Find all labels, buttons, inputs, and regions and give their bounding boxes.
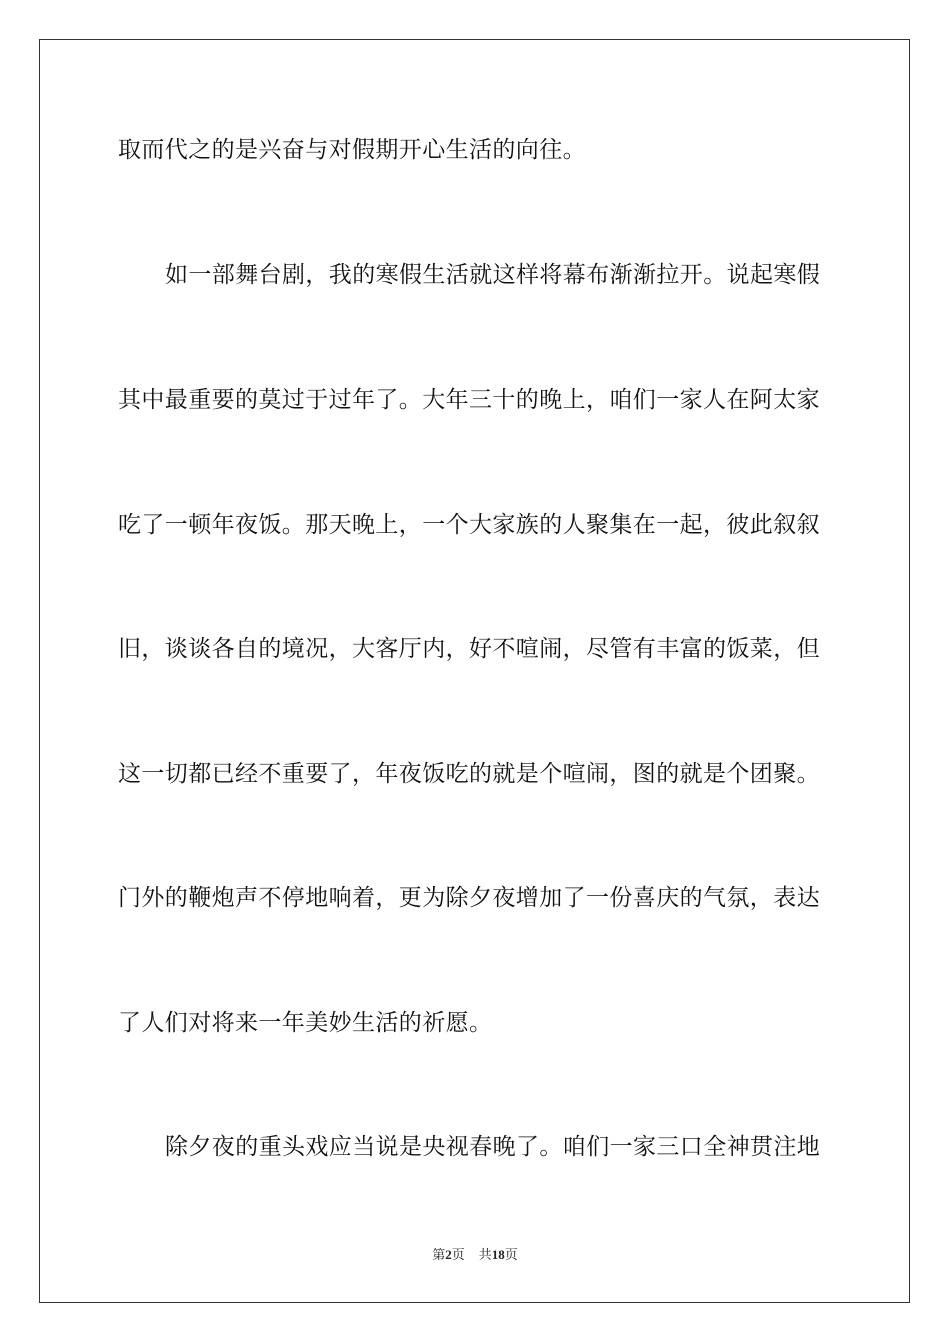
paragraph-start-line: 如一部舞台剧，我的寒假生活就这样将幕布渐渐拉开。说起寒假 [165,262,821,288]
total-pages: 18 [491,1247,505,1262]
text-line: 了人们对将来一年美妙生活的祈愿。 [118,1010,493,1036]
page-border [39,39,910,1303]
total-suffix: 页 [504,1248,518,1263]
text-line: 这一切都已经不重要了，年夜饭吃的就是个喧闹，图的就是个团聚。 [118,761,820,787]
paragraph-start-line: 除夕夜的重头戏应当说是央视春晚了。咱们一家三口全神贯注地 [165,1134,821,1160]
page-suffix: 页 [451,1248,465,1263]
text-line: 吃了一顿年夜饭。那天晚上，一个大家族的人聚集在一起，彼此叙叙 [118,512,820,538]
text-line: 门外的鞭炮声不停地响着，更为除夕夜增加了一份喜庆的气氛，表达 [118,885,820,911]
page-prefix: 第 [432,1248,446,1263]
text-line: 其中最重要的莫过于过年了。大年三十的晚上，咱们一家人在阿太家 [118,387,820,413]
text-line: 取而代之的是兴奋与对假期开心生活的向往。 [118,137,586,163]
total-prefix: 共 [478,1248,492,1263]
page-number: 2 [445,1247,452,1262]
page-footer [0,1246,950,1265]
text-line: 旧，谈谈各自的境况，大客厅内，好不喧闹，尽管有丰富的饭菜，但 [118,636,820,662]
